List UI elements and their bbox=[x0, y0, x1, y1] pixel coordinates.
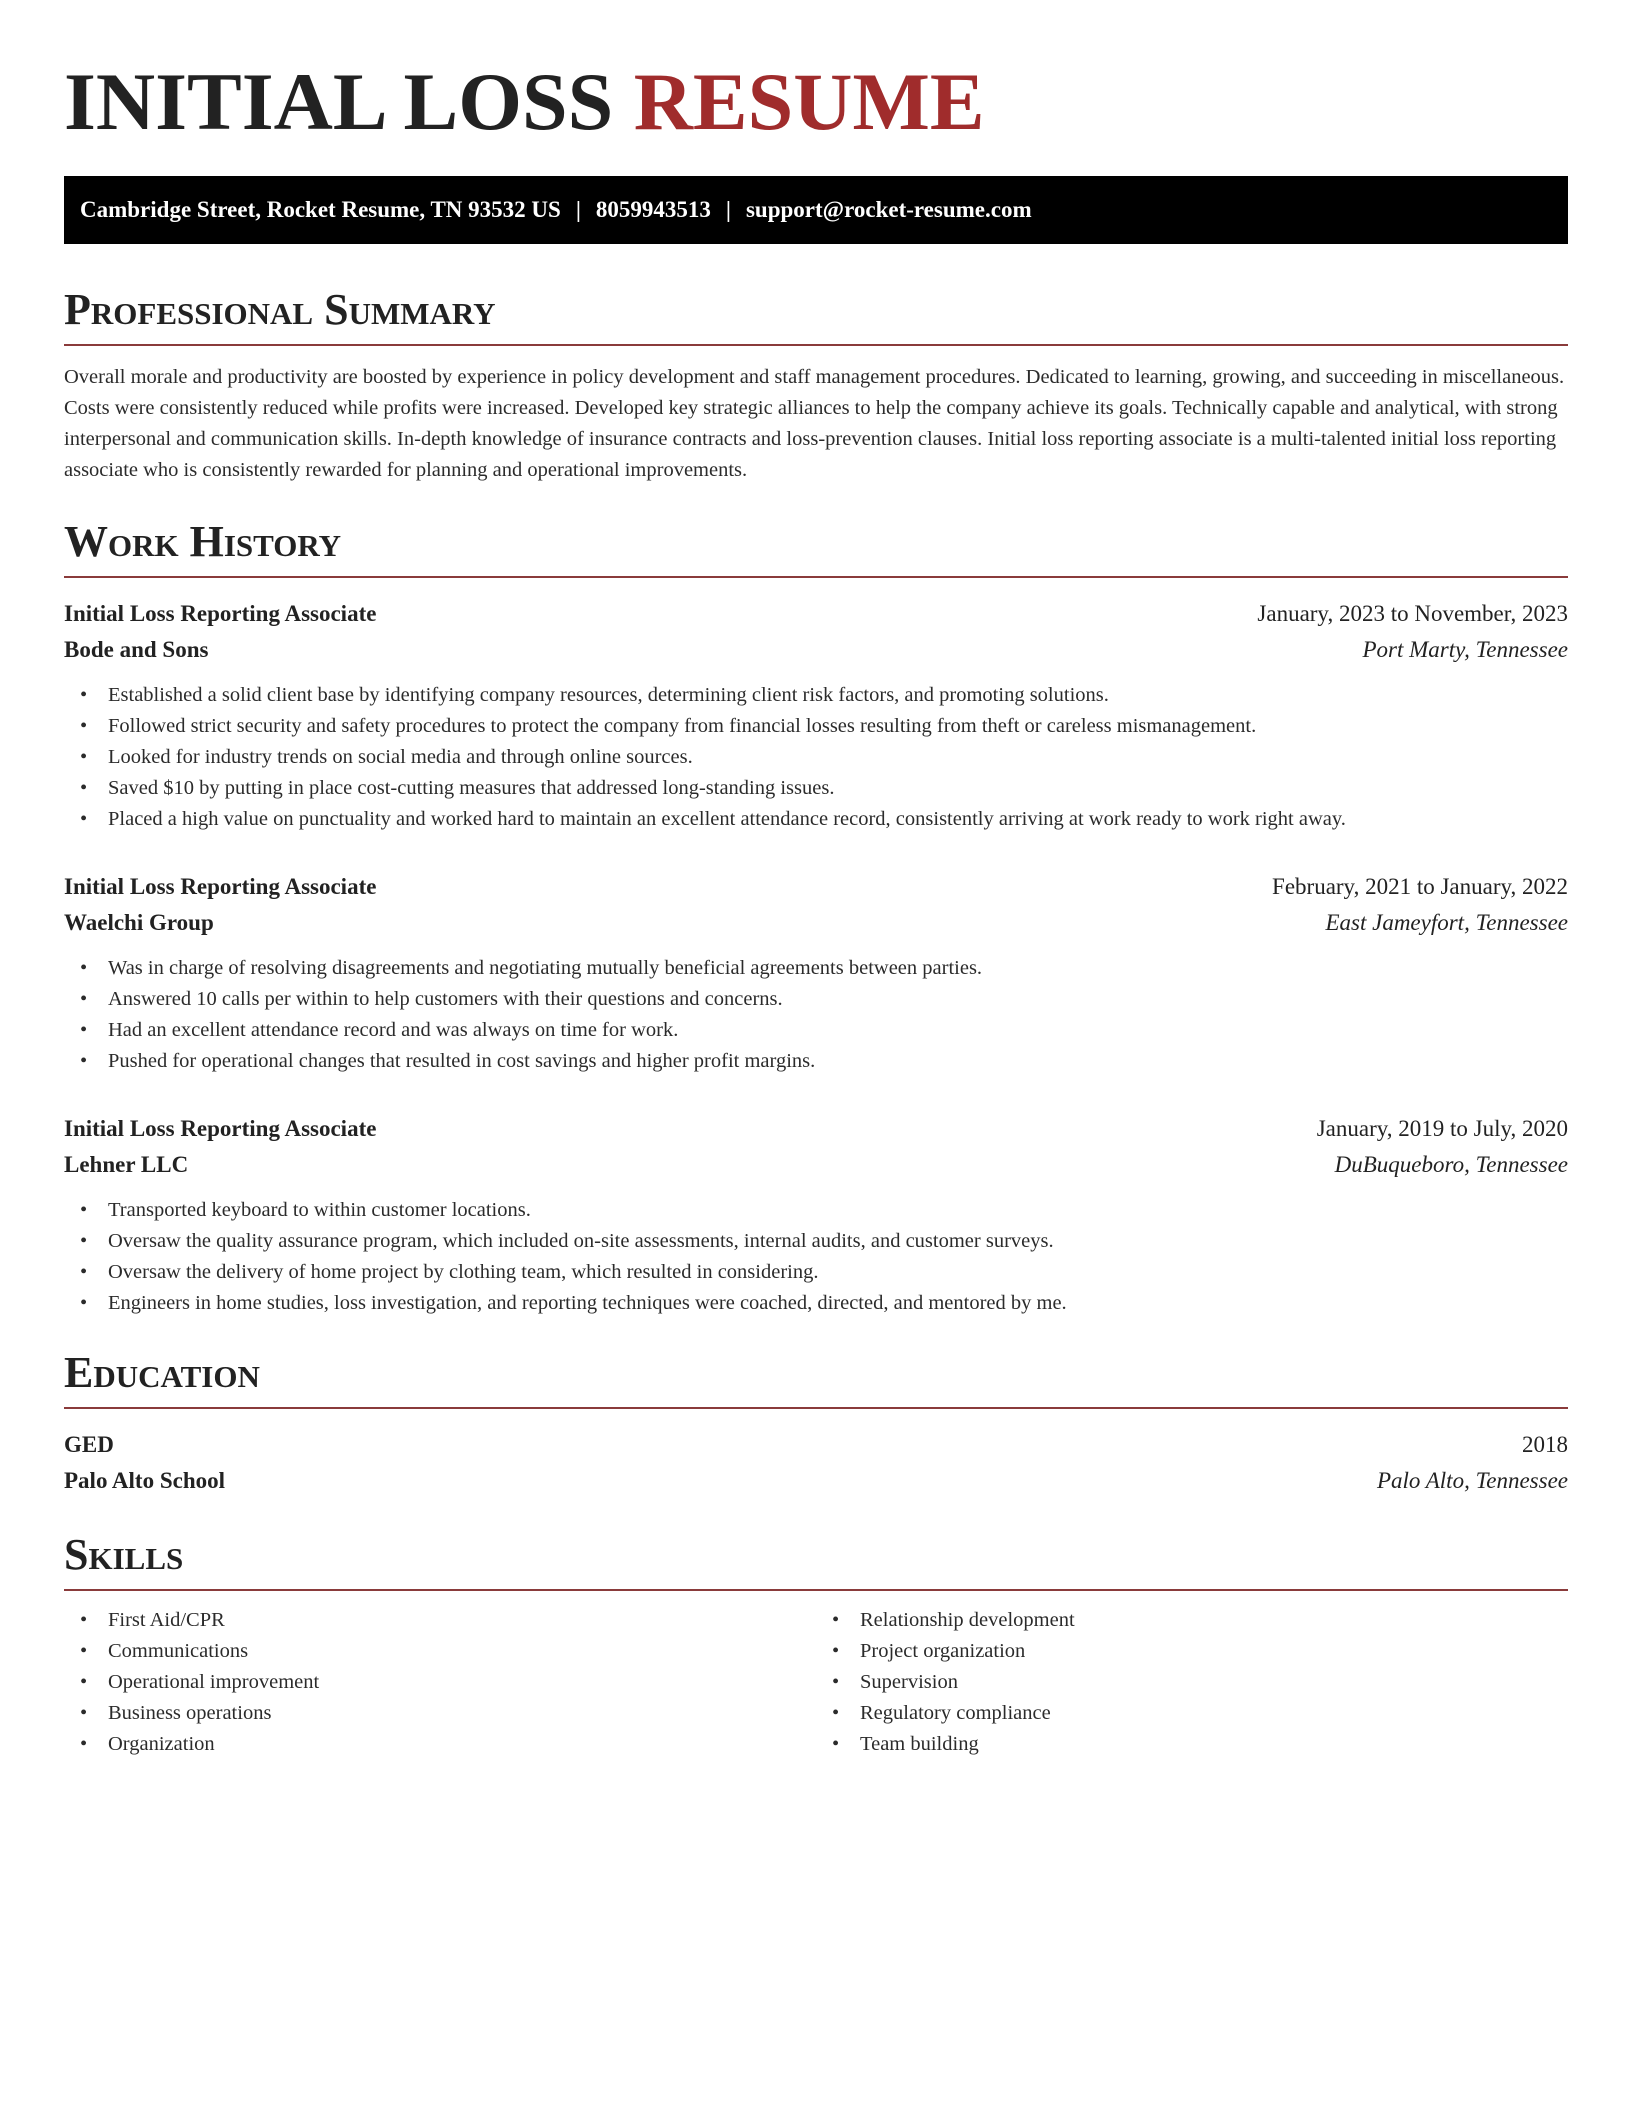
list-item: • Relationship development bbox=[832, 1605, 1568, 1636]
list-item: • Looked for industry trends on social media and through online sources. bbox=[80, 742, 1568, 773]
job-entry bbox=[64, 1111, 1568, 1319]
list-item: • Had an excellent attendance record and was always on time for work. bbox=[80, 1015, 1568, 1046]
list-item: • Oversaw the delivery of home project by clothing team, which resulted in considering. bbox=[80, 1257, 1568, 1288]
contact-email: support@rocket-resume.com bbox=[745, 197, 1032, 222]
job-title-row bbox=[64, 869, 1568, 905]
summary-heading: Professional Summary bbox=[64, 284, 1568, 346]
education-location: Palo Alto, Tennessee bbox=[1376, 1468, 1568, 1493]
job-title: Initial Loss Reporting Associate bbox=[64, 874, 377, 899]
contact-address: Cambridge Street, Rocket Resume, TN 93532 US bbox=[80, 197, 561, 222]
job-location: DuBuqueboro, Tennessee bbox=[1334, 1152, 1568, 1177]
job-company-row bbox=[64, 905, 1568, 941]
education-school-row bbox=[64, 1463, 1568, 1499]
list-item: • Regulatory compliance bbox=[832, 1698, 1568, 1729]
job-title: Initial Loss Reporting Associate bbox=[64, 1116, 377, 1141]
education-entry bbox=[64, 1427, 1568, 1499]
job-location: Port Marty, Tennessee bbox=[1362, 637, 1568, 662]
list-item: • Organization bbox=[80, 1729, 816, 1760]
contact-separator: | bbox=[575, 197, 581, 222]
list-item: • Business operations bbox=[80, 1698, 816, 1729]
list-item: • Established a solid client base by identifying company resources, determining client risk factors, and promoting solutions. bbox=[80, 680, 1568, 711]
job-bullets bbox=[64, 1195, 1568, 1319]
education-degree-row bbox=[64, 1427, 1568, 1463]
job-bullets bbox=[64, 680, 1568, 835]
skills-column-left bbox=[64, 1605, 816, 1760]
job-company-row bbox=[64, 1147, 1568, 1183]
list-item: • Followed strict security and safety procedures to protect the company from financial losses resulting from theft or careless mismanagement. bbox=[80, 711, 1568, 742]
work-history-heading: Work History bbox=[64, 516, 1568, 578]
education-degree: GED bbox=[64, 1432, 114, 1457]
list-item: • Saved $10 by putting in place cost-cutting measures that addressed long-standing issues. bbox=[80, 773, 1568, 804]
job-entry bbox=[64, 869, 1568, 1077]
contact-separator: | bbox=[725, 197, 731, 222]
list-item: • Oversaw the quality assurance program, which included on-site assessments, internal audits, and customer surveys. bbox=[80, 1226, 1568, 1257]
job-company: Lehner LLC bbox=[64, 1152, 189, 1177]
job-title: Initial Loss Reporting Associate bbox=[64, 601, 377, 626]
list-item: • Supervision bbox=[832, 1667, 1568, 1698]
job-title-row bbox=[64, 1111, 1568, 1147]
job-title-row bbox=[64, 596, 1568, 632]
education-year: 2018 bbox=[1522, 1432, 1568, 1457]
education-school: Palo Alto School bbox=[64, 1468, 226, 1493]
list-item: • Communications bbox=[80, 1636, 816, 1667]
job-location: East Jameyfort, Tennessee bbox=[1325, 910, 1568, 935]
title-main: INITIAL LOSS bbox=[64, 56, 614, 147]
list-item: • First Aid/CPR bbox=[80, 1605, 816, 1636]
job-company-row bbox=[64, 632, 1568, 668]
job-bullets bbox=[64, 953, 1568, 1077]
job-entry bbox=[64, 596, 1568, 835]
resume-title bbox=[64, 52, 1568, 152]
skills-list bbox=[64, 1605, 1568, 1760]
summary-text: Overall morale and productivity are boosted by experience in policy development and staff management procedures. Dedicated to learning, growing, and succeeding in miscellaneous. Costs were consistently reduced while profits were increased. Developed key strategic alliances to help the company achieve its goals. Technically capable and analytical, with strong interpersonal and communication skills. In-depth knowledge of insurance contracts and loss-prevention clauses. Initial loss reporting associate is a multi-talented initial loss reporting associate who is consistently rewarded for planning and operational improvements. bbox=[64, 366, 1565, 481]
education-heading: Education bbox=[64, 1347, 1568, 1409]
list-item: • Was in charge of resolving disagreements and negotiating mutually beneficial agreements between parties. bbox=[80, 953, 1568, 984]
list-item: • Project organization bbox=[832, 1636, 1568, 1667]
list-item: • Engineers in home studies, loss investigation, and reporting techniques were coached, directed, and mentored by me. bbox=[80, 1288, 1568, 1319]
job-company: Bode and Sons bbox=[64, 637, 209, 662]
list-item: • Transported keyboard to within customer locations. bbox=[80, 1195, 1568, 1226]
job-dates: January, 2023 to November, 2023 bbox=[1257, 601, 1568, 626]
job-dates: January, 2019 to July, 2020 bbox=[1316, 1116, 1568, 1141]
list-item: • Team building bbox=[832, 1729, 1568, 1760]
job-company: Waelchi Group bbox=[64, 910, 214, 935]
list-item: • Answered 10 calls per within to help customers with their questions and concerns. bbox=[80, 984, 1568, 1015]
list-item: • Pushed for operational changes that resulted in cost savings and higher profit margins. bbox=[80, 1046, 1568, 1077]
skills-column-right bbox=[816, 1605, 1568, 1760]
list-item: • Placed a high value on punctuality and worked hard to maintain an excellent attendance record, consistently arriving at work ready to work right away. bbox=[80, 804, 1568, 835]
job-dates: February, 2021 to January, 2022 bbox=[1272, 874, 1568, 899]
contact-bar bbox=[64, 176, 1568, 244]
list-item: • Operational improvement bbox=[80, 1667, 816, 1698]
skills-heading: Skills bbox=[64, 1529, 1568, 1591]
contact-phone: 8059943513 bbox=[595, 197, 711, 222]
title-accent: RESUME bbox=[633, 56, 985, 147]
